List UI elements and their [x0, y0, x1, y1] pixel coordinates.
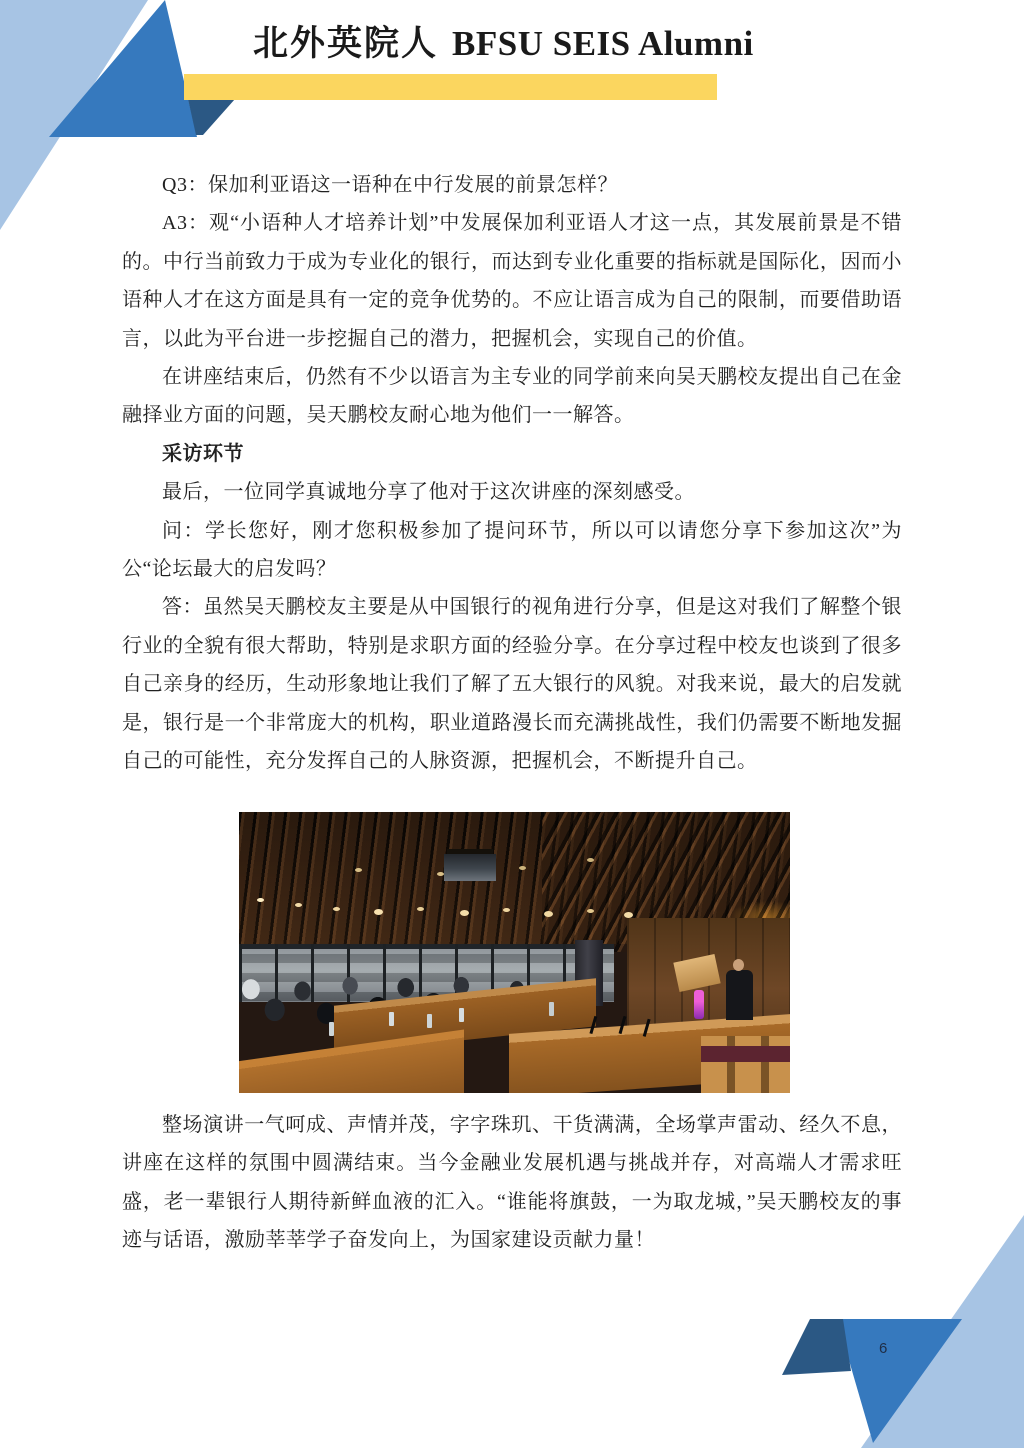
- photo-water-bottles: [389, 1012, 394, 1026]
- photo-speaker: [726, 970, 753, 1020]
- photo-projector: [444, 854, 496, 881]
- paragraph-closing: 整场演讲一气呵成、声情并茂，字字珠玑、干货满满，全场掌声雷动、经久不息，讲座在这样的氛围中圆满结束。当今金融业发展机遇与挑战并存，对高端人才需求旺盛，老一辈银行人期待新鲜血液的汇入。“谁能将旗鼓，一为取龙城，”吴天鹏校友的事迹与话语，激励莘莘学子奋发向上，为国家建设贡献力量！: [122, 1114, 902, 1252]
- lecture-hall-photo: [239, 812, 790, 1093]
- paragraph-a3: A3：观“小语种人才培养计划”中发展保加利亚语人才这一点，其发展前景是不错的。中行当前致力于成为专业化的银行，而达到专业化重要的指标就是国际化，因而小语种人才在这方面是具有一定的竞争优势的。不应让语言成为自己的限制，而要借助语言，以此为平台进一步挖掘自己的潜力，把握机会，实现自己的价值。: [122, 212, 902, 350]
- photo-speaker-head: [733, 959, 744, 971]
- paragraph-q3: Q3：保加利亚语这一语种在中行发展的前景怎样？: [162, 174, 618, 196]
- paragraph-question: 问：学长您好，刚才您积极参加了提问环节，所以可以请您分享下参加这次”为公“论坛最大的启发吗？: [122, 519, 902, 581]
- heading-interview-section: 采访环节: [162, 442, 244, 465]
- top-left-dark-quad: [188, 99, 235, 135]
- photo-pink-bottle: [694, 990, 704, 1019]
- paragraph-after-lecture: 在讲座结束后，仍然有不少以语言为主专业的同学前来向吴天鹏校友提出自己在金融择业方面的问题，吴天鹏校友耐心地为他们一一解答。: [122, 366, 902, 427]
- page-number: 6: [879, 1340, 888, 1357]
- photo-wooden-chairs: [701, 1036, 790, 1093]
- paragraph-student-share: 最后，一位同学真诚地分享了他对于这次讲座的深刻感受。: [162, 481, 695, 504]
- closing-paragraph-container: [122, 1106, 902, 1260]
- masthead: [253, 22, 754, 73]
- paragraph-answer: 答：虽然吴天鹏校友主要是从中国银行的视角进行分享，但是这对我们了解整个银行业的全貌有很大帮助，特别是求职方面的经验分享。在分享过程中校友也谈到了很多自己亲身的经历，生动形象地让我们了解了五大银行的风貌。对我来说，最大的启发就是，银行是一个非常庞大的机构，职业道路漫长而充满挑战性，我们仍需要不断地发掘自己的可能性，充分发挥自己的人脉资源，把握机会，不断提升自己。: [122, 596, 902, 773]
- bottom-right-dark-quad: [782, 1319, 851, 1375]
- masthead-title-en: BFSU SEIS Alumni: [452, 24, 754, 63]
- masthead-yellow-bar: [184, 74, 717, 100]
- masthead-title-cn: 北外英院人: [253, 24, 439, 63]
- photo-ceiling-lights: [257, 898, 264, 902]
- article-body: [122, 166, 902, 781]
